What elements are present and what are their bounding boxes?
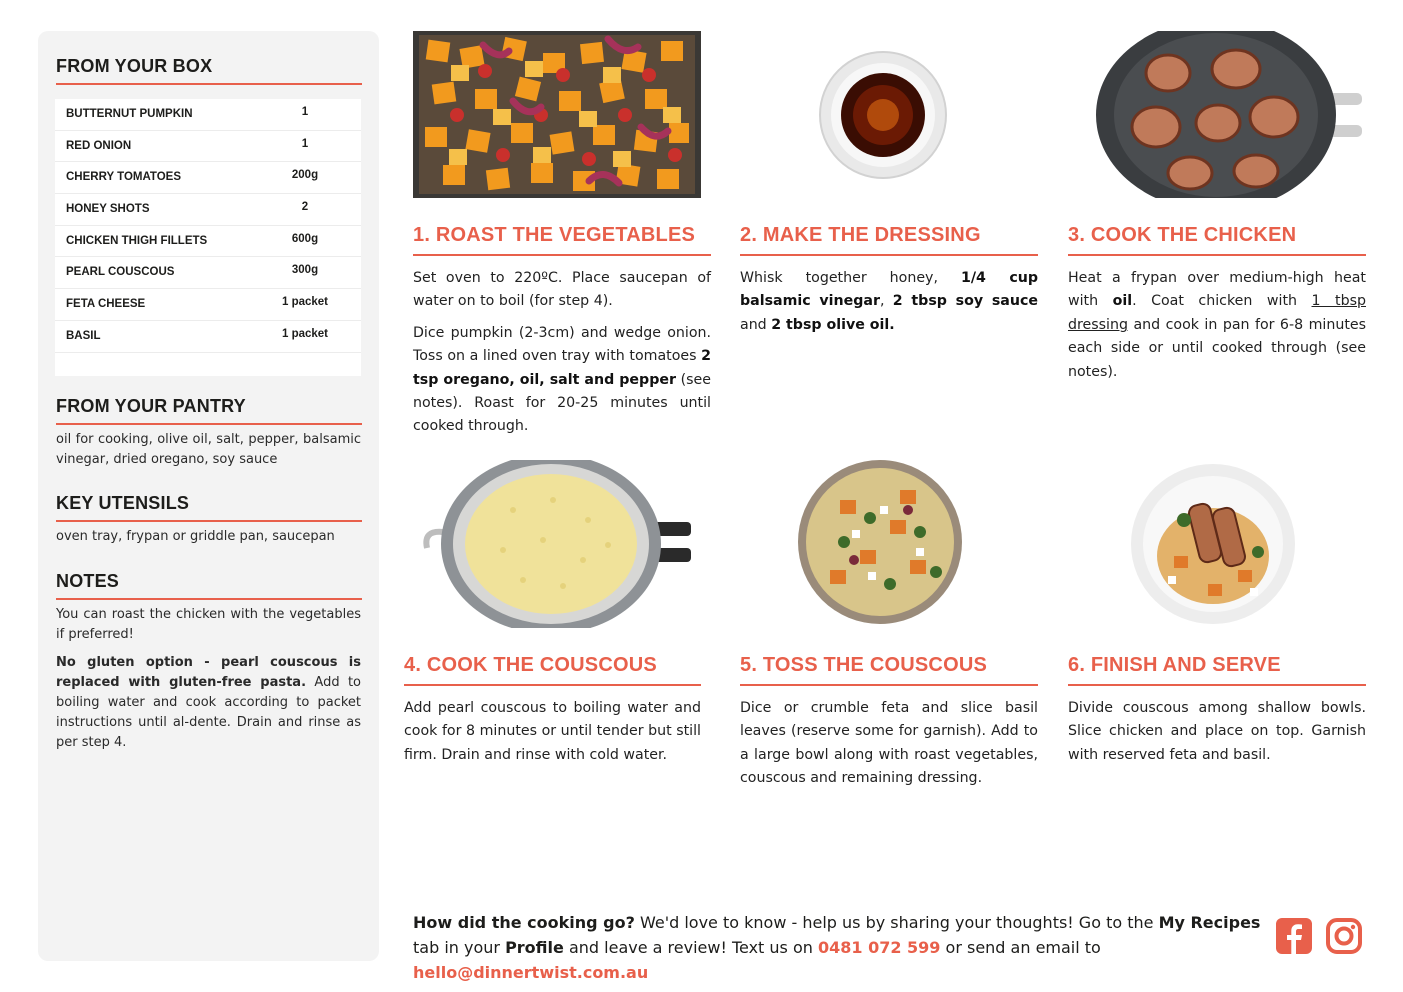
dressing-photo bbox=[740, 31, 1028, 198]
footer-question: How did the cooking go? bbox=[413, 913, 635, 932]
notes-text-1: You can roast the chicken with the vegetables if preferred! bbox=[56, 607, 361, 642]
step-4-text bbox=[404, 697, 701, 775]
ingredient-name: HONEY SHOTS bbox=[66, 203, 150, 216]
step-3-text-a: Heat a frypan over medium-high heat with bbox=[1068, 270, 1366, 310]
ingredient-qty: 1 packet bbox=[281, 296, 329, 309]
notes-text-2 bbox=[56, 653, 361, 753]
step-4-title: 4. COOK THE COUSCOUS bbox=[404, 654, 701, 686]
footer-text-4: or send an email to bbox=[940, 938, 1101, 957]
footer-phone-link[interactable]: 0481 072 599 bbox=[817, 938, 941, 957]
step-4-para: Add pearl couscous to boiling water and cook for 8 minutes or until tender but still firm. Drain and rinse with cold water. bbox=[404, 700, 701, 763]
roast-vegetables-photo bbox=[413, 31, 701, 198]
chicken-pan-photo bbox=[1068, 31, 1366, 198]
table-row bbox=[55, 194, 361, 226]
notes-gluten-rest: Add to boiling water and cook according to packet instructions until al-dente. Drain and rinse as per step 4. bbox=[56, 675, 362, 750]
footer-text-3: and leave a review! Text us on bbox=[563, 938, 818, 957]
step-3-text-e: and cook in pan for 6-8 minutes each side or until cooked through (see notes). bbox=[1068, 316, 1366, 380]
step-6-text bbox=[1068, 697, 1366, 775]
step-1-text bbox=[413, 267, 711, 447]
footer-text-2: tab in your bbox=[413, 938, 506, 957]
instagram-icon[interactable] bbox=[1325, 917, 1363, 955]
ingredient-name: CHICKEN THIGH FILLETS bbox=[66, 234, 208, 247]
step-6-title: 6. FINISH AND SERVE bbox=[1068, 654, 1366, 686]
box-ingredients-table bbox=[55, 99, 361, 376]
step-2-text-f: 2 tbsp olive oil. bbox=[771, 316, 895, 333]
step-6-para: Divide couscous among shallow bowls. Slice chicken and place on top. Garnish with reserved feta and basil. bbox=[1068, 700, 1366, 763]
utensils-text: oven tray, frypan or griddle pan, saucepan bbox=[56, 529, 335, 544]
key-utensils-heading: KEY UTENSILS bbox=[56, 493, 362, 522]
ingredients-sidebar bbox=[38, 31, 379, 961]
ingredient-name: RED ONION bbox=[66, 139, 132, 152]
step-3-text-b: oil bbox=[1112, 293, 1133, 310]
table-row bbox=[55, 289, 361, 321]
step-2-text bbox=[740, 267, 1038, 345]
serve-plate-photo bbox=[1068, 460, 1366, 628]
table-row bbox=[55, 99, 361, 131]
step-3-text bbox=[1068, 267, 1366, 392]
step-2-text-b: 1/4 cup balsamic vinegar bbox=[740, 270, 1038, 310]
step-2-text-c: , bbox=[879, 293, 893, 310]
table-row bbox=[55, 321, 361, 353]
ingredient-qty: 2 bbox=[301, 201, 309, 214]
footer-profile: Profile bbox=[505, 938, 564, 957]
step-2-text-d: 2 tbsp soy sauce bbox=[892, 293, 1038, 310]
step-1-text-c: (see notes). Roast for 20-25 minutes until cooked through. bbox=[413, 371, 711, 435]
step-1-text-a: Dice pumpkin (2-3cm) and wedge onion. Toss on a lined oven tray with tomatoes bbox=[413, 324, 711, 365]
step-5-text bbox=[740, 697, 1038, 799]
table-row bbox=[55, 226, 361, 258]
step-1-para-1: Set oven to 220ºC. Place saucepan of water on to boil (for step 4). bbox=[413, 270, 711, 310]
ingredient-name: CHERRY TOMATOES bbox=[66, 171, 182, 184]
from-your-pantry-heading: FROM YOUR PANTRY bbox=[56, 396, 362, 425]
table-row bbox=[55, 162, 361, 194]
ingredient-qty: 600g bbox=[291, 232, 319, 245]
table-row bbox=[55, 131, 361, 163]
step-5-para: Dice or crumble feta and slice basil leaves (reserve some for garnish). Add to a large bowl along with roast vegetables, couscous and remaining dressing. bbox=[740, 700, 1038, 787]
ingredient-name: FETA CHEESE bbox=[66, 298, 146, 311]
ingredient-qty: 1 packet bbox=[281, 327, 329, 340]
step-2-title: 2. MAKE THE DRESSING bbox=[740, 224, 1038, 256]
couscous-pot-photo bbox=[413, 460, 701, 628]
ingredient-name: BUTTERNUT PUMPKIN bbox=[66, 108, 193, 120]
step-1-para-2 bbox=[413, 322, 711, 439]
pantry-text: oil for cooking, olive oil, salt, pepper, balsamic vinegar, dried oregano, soy sauce bbox=[56, 432, 361, 467]
ingredient-qty: 1 bbox=[301, 137, 309, 150]
footer-my-recipes: My Recipes bbox=[1158, 913, 1261, 932]
step-3-title: 3. COOK THE CHICKEN bbox=[1068, 224, 1366, 256]
step-2-text-a: Whisk together honey, bbox=[740, 270, 961, 286]
ingredient-qty: 1 bbox=[301, 106, 309, 118]
feedback-footer bbox=[413, 910, 1263, 985]
toss-bowl-photo bbox=[740, 460, 1028, 628]
ingredient-qty: 200g bbox=[291, 169, 319, 182]
step-5-title: 5. TOSS THE COUSCOUS bbox=[740, 654, 1038, 686]
table-row bbox=[55, 257, 361, 289]
step-3-text-c: . Coat chicken with bbox=[1132, 293, 1312, 310]
step-2-text-e: and bbox=[740, 316, 772, 333]
step-3-text-d: 1 tbsp dressing bbox=[1068, 293, 1366, 333]
ingredient-name: PEARL COUSCOUS bbox=[66, 266, 175, 279]
footer-text-1: We'd love to know - help us by sharing your thoughts! Go to the bbox=[634, 913, 1159, 932]
footer-email-link[interactable]: hello@dinnertwist.com.au bbox=[413, 963, 649, 982]
facebook-icon[interactable] bbox=[1275, 917, 1313, 955]
notes-gluten-bold: No gluten option - pearl couscous is replaced with gluten-free pasta. bbox=[56, 655, 361, 690]
from-your-box-heading: FROM YOUR BOX bbox=[56, 56, 362, 85]
step-1-text-b: 2 tsp oregano, oil, salt and pepper bbox=[413, 348, 711, 388]
ingredient-name: BASIL bbox=[66, 329, 101, 342]
ingredient-qty: 300g bbox=[291, 264, 319, 277]
notes-heading: NOTES bbox=[56, 571, 362, 600]
step-1-title: 1. ROAST THE VEGETABLES bbox=[413, 224, 711, 256]
